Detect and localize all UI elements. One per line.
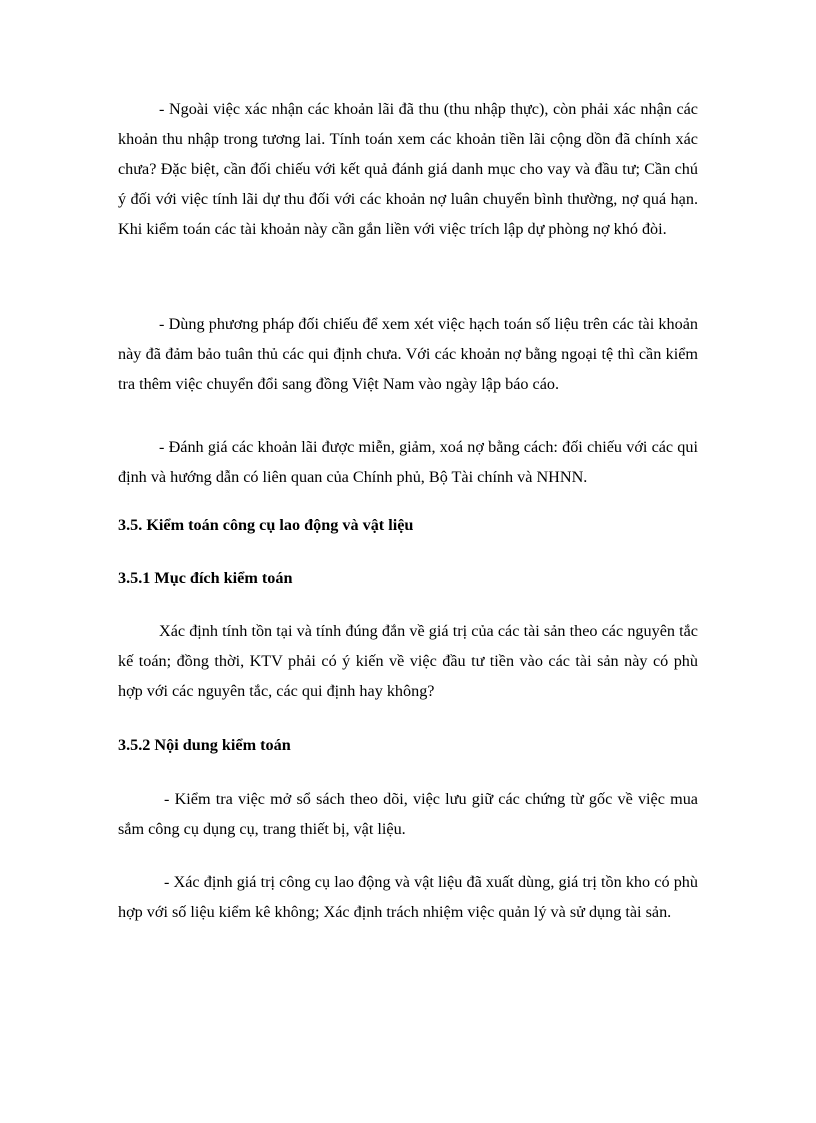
- subsection-heading-3-5-1: 3.5.1 Mục đích kiểm toán: [118, 569, 293, 587]
- paragraph-audit-purpose: Xác định tính tồn tại và tính đúng đắn về giá trị của các tài sản theo các nguyên tắc kế toán; đồng thời, KTV phải có ý kiến về việc đầu tư tiền vào các tài sản này có phù hợp với các nguyên tắc, các qui định hay không?: [118, 622, 698, 700]
- paragraph-inventory-valuation: - Xác định giá trị công cụ lao động và vật liệu đã xuất dùng, giá trị tồn kho có phù hợp với số liệu kiểm kê không; Xác định trách nhiệm việc quản lý và sử dụng tài sản.: [118, 873, 698, 921]
- paragraph-reconciliation-method: - Dùng phương pháp đối chiếu để xem xét việc hạch toán số liệu trên các tài khoản này đã đảm bảo tuân thủ các qui định chưa. Với các khoản nợ bằng ngoại tệ thì cần kiểm tra thêm việc chuyển đổi sang đồng Việt Nam vào ngày lập báo cáo.: [118, 315, 698, 393]
- subsection-heading-3-5-2: 3.5.2 Nội dung kiểm toán: [118, 736, 291, 754]
- paragraph-interest-exemption-review: - Đánh giá các khoản lãi được miễn, giảm, xoá nợ bằng cách: đối chiếu với các qui định và hướng dẫn có liên quan của Chính phủ, Bộ Tài chính và NHNN.: [118, 438, 698, 486]
- paragraph-interest-income-verification: - Ngoài việc xác nhận các khoản lãi đã thu (thu nhập thực), còn phải xác nhận các khoản thu nhập trong tương lai. Tính toán xem các khoản tiền lãi cộng dồn đã chính xác chưa? Đặc biệt, cần đối chiếu với kết quả đánh giá danh mục cho vay và đầu tư; Cần chú ý đối với việc tính lãi dự thu đối với các khoản nợ luân chuyển bình thường, nợ quá hạn. Khi kiểm toán các tài khoản này cần gắn liền với việc trích lập dự phòng nợ khó đòi.: [118, 100, 698, 238]
- section-heading-3-5: 3.5. Kiểm toán công cụ lao động và vật liệu: [118, 516, 414, 534]
- paragraph-bookkeeping-check: - Kiểm tra việc mở sổ sách theo dõi, việc lưu giữ các chứng từ gốc về việc mua sắm công cụ dụng cụ, trang thiết bị, vật liệu.: [118, 790, 698, 838]
